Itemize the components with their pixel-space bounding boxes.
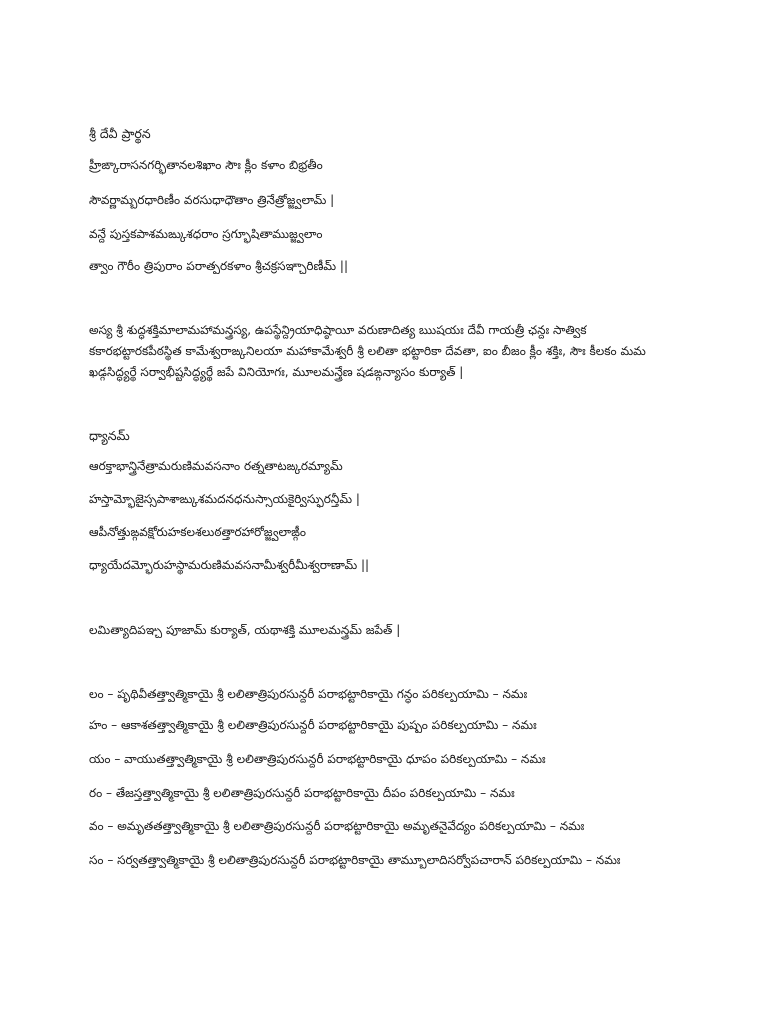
prayer-verse-line-2: సౌవర్ణామ్బరధారిణీం వరసుధాధౌతాం త్రినేత్రోజ్జ్వలామ్ | — [89, 193, 335, 207]
prayer-verse-line-3: వన్దే పుస్తకపాశమఙ్కుశధరాం స్రగ్భూషితాముజ్జ్వలాం — [89, 227, 323, 241]
panchopachara-line-1: లం – పృథివీతత్త్వాత్మికాయై శ్రీ లలితాత్రిపురసున్దరీ పరాభట్టారికాయై గన్ధం పరికల్పయామి – నమః — [89, 687, 528, 701]
dhyanam-verse-line-4: ధ్యాయేదమ్భోరుహస్థామరుణిమవసనామీశ్వరీమీశ్వరాణామ్ || — [89, 558, 370, 572]
panchopachara-line-2: హం – ఆకాశతత్త్వాత్మికాయై శ్రీ లలితాత్రిపురసున్దరీ పరాభట్టారికాయై పుష్పం పరికల్పయామి – నమః — [89, 718, 537, 732]
dhyanam-verse-line-2: హస్తామ్భోజైస్సపాశాఙ్కుశమదనధనుస్సాయకైర్విస్ఫురన్తీమ్ | — [89, 492, 360, 506]
panchopachara-line-6: సం – సర్వతత్త్వాత్మికాయై శ్రీ లలితాత్రిపురసున్దరీ పరాభట్టారికాయై తామ్బూలాదిసర్వోపచారాన్ పరికల్పయామి – నమః — [89, 853, 621, 867]
dhyanam-verse-line-3: ఆపీనోత్తుఙ్గవక్షోరుహకలశలుఠత్తారహారోజ్జ్వలాఙ్గీం — [89, 525, 306, 539]
viniyoga-paragraph: అస్య శ్రీ శుద్ధశక్తిమాలామహామన్త్రస్య, ఉపస్థేన్ద్రియాధిష్ఠాయీ వరుణాదిత్య ఋషయః దేవీ గాయత్రీ ఛన్దః సాత్విక కకారభట్టారకపీఠస్థిత కామేశ్వరాఙ్కనిలయా మహాకామేశ్వరీ శ్రీ లలితా భట్టారికా దేవతా, ఐం బీజం క్లీం శక్తిః, సౌః కీలకం మమ ఖడ్గసిద్ధ్యర్థే సర్వాభీష్టసిద్ధ్యర్థే జపే వినియోగః, మూలమన్త్రేణ షడఙ్గన్యాసం కుర్యాత్ | — [89, 323, 646, 379]
dhyanam-heading: ధ్యానమ్ — [89, 428, 130, 443]
panchopachara-line-3: యం – వాయుతత్త్వాత్మికాయై శ్రీ లలితాత్రిపురసున్దరీ పరాభట్టారికాయై ధూపం పరికల్పయామి – నమః — [89, 752, 546, 766]
panchopachara-line-5: వం – అమృతతత్త్వాత్మికాయై శ్రీ లలితాత్రిపురసున్దరీ పరాభట్టారికాయై అమృతనైవేద్యం పరికల్పయామి – నమః — [89, 819, 585, 833]
puja-instruction: లమిత్యాదిపఞ్చ పూజామ్ కుర్యాత్, యథాశక్తి మూలమన్త్రమ్ జపేత్ | — [89, 623, 401, 637]
dhyanam-verse-line-1: ఆరక్తాభాన్త్రినేత్రామరుణిమవసనాం రత్నతాటఙ్కరమ్యామ్ — [89, 459, 343, 473]
prayer-verse-line-1: హ్రీఙ్కారాసనగర్భితానలశిఖాం సౌః క్లీం కళాం బిభ్రతీం — [89, 158, 323, 172]
prayer-verse-line-4: త్వాం గౌరీం త్రిపురాం పరాత్పరకళాం శ్రీచక్రసఞ్చారిణీమ్ || — [89, 259, 348, 273]
page-title: శ్రీ దేవీ ప్రార్థన — [89, 126, 151, 141]
panchopachara-line-4: రం – తేజస్తత్త్వాత్మికాయై శ్రీ లలితాత్రిపురసున్దరీ పరాభట్టారికాయై దీపం పరికల్పయామి – నమః — [89, 786, 515, 800]
